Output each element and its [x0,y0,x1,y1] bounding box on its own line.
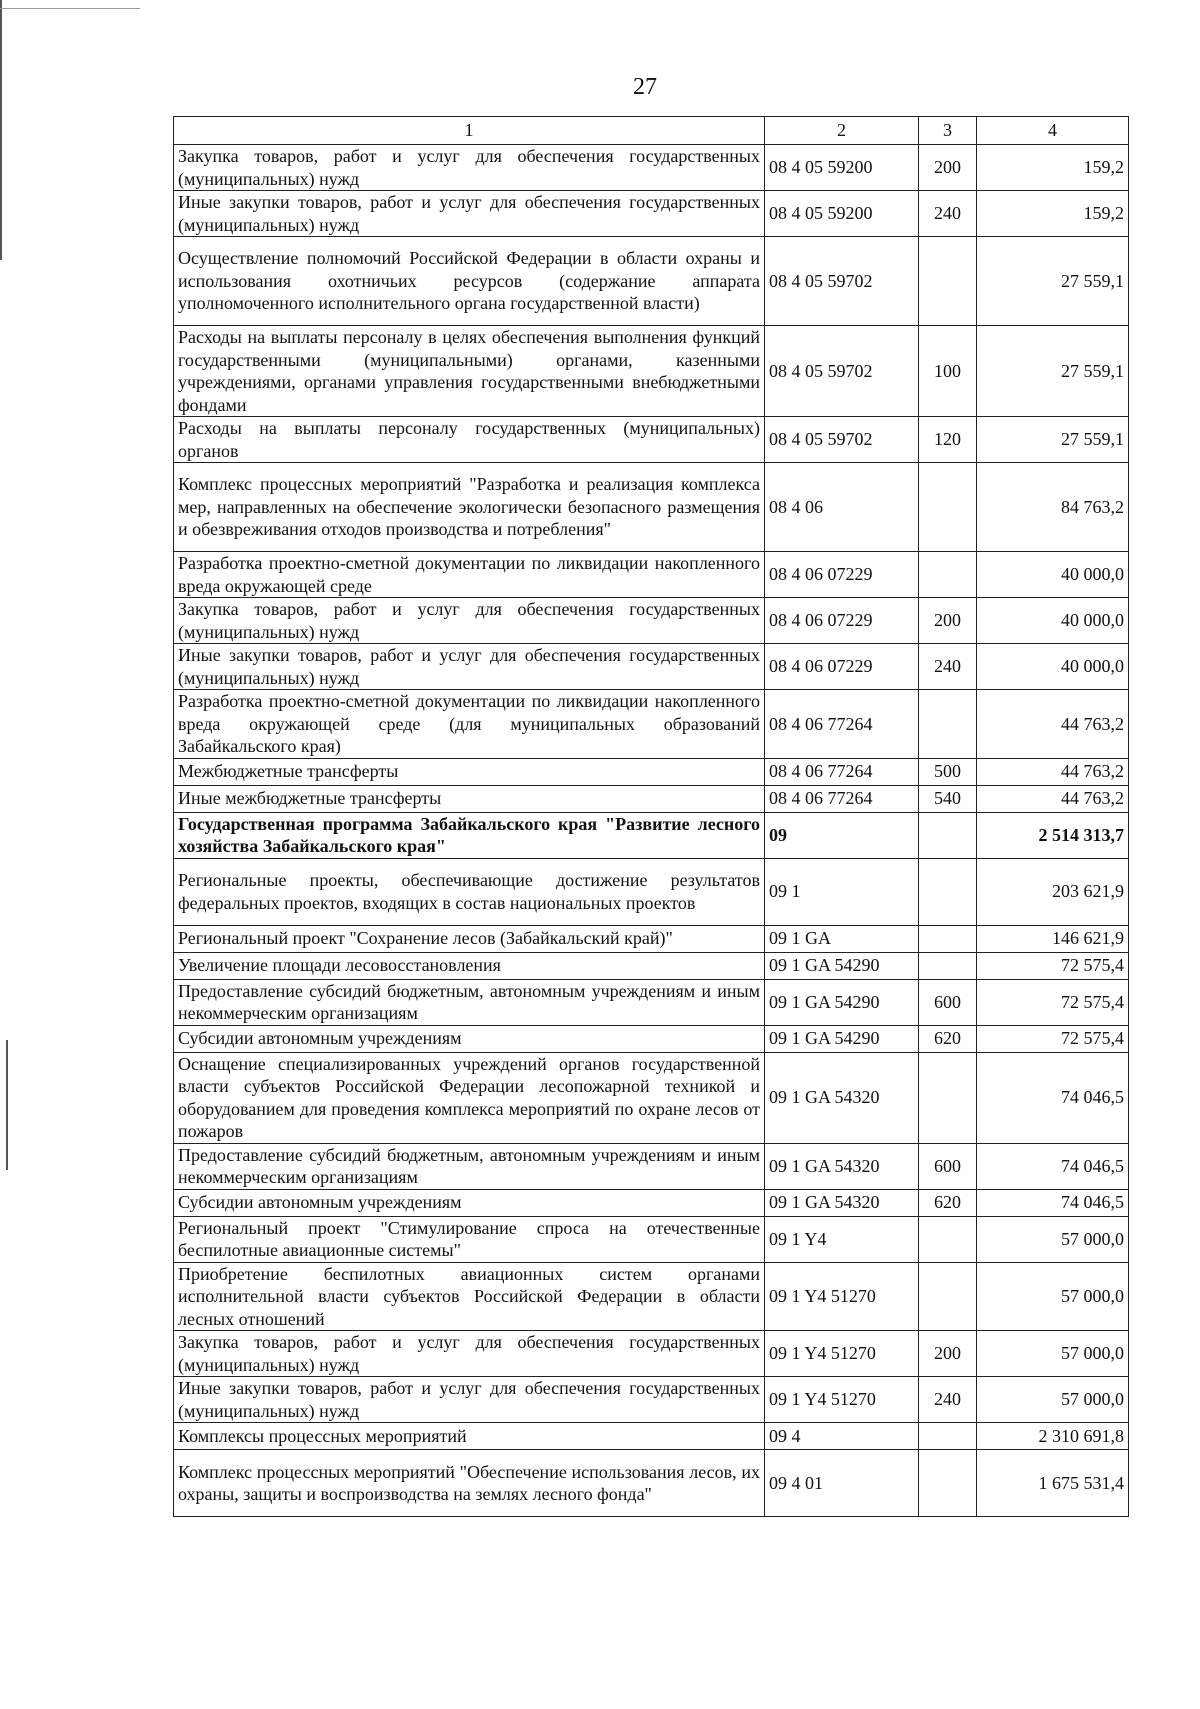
row-type-cell: 200 [919,1331,977,1377]
column-header: 4 [977,117,1129,145]
table-row [174,690,1129,759]
row-name-cell: Предоставление субсидий бюджетным, автономным учреждениям и иным некоммерческим организациям [174,1143,765,1189]
row-code-cell: 09 1 GA 54320 [765,1189,919,1216]
scan-edge-mark [0,0,2,260]
table-row [174,145,1129,191]
row-amount-cell: 74 046,5 [977,1052,1129,1143]
row-amount-cell: 72 575,4 [977,979,1129,1025]
row-name-cell: Субсидии автономным учреждениям [174,1025,765,1052]
row-amount-cell: 57 000,0 [977,1262,1129,1331]
row-type-cell [919,1423,977,1450]
row-code-cell: 09 1 GA 54290 [765,979,919,1025]
row-amount-cell: 57 000,0 [977,1216,1129,1262]
row-name-cell: Иные закупки товаров, работ и услуг для обеспечения государственных (муниципальных) нужд [174,191,765,237]
page-number: 27 [633,74,657,100]
row-type-cell [919,1450,977,1517]
row-type-cell: 100 [919,326,977,417]
row-code-cell: 09 [765,812,919,858]
row-type-cell [919,925,977,952]
row-amount-cell: 40 000,0 [977,644,1129,690]
row-name-cell: Государственная программа Забайкальского края "Развитие лесного хозяйства Забайкальского края" [174,812,765,858]
row-type-cell: 240 [919,1377,977,1423]
row-code-cell: 08 4 05 59702 [765,326,919,417]
row-type-cell: 120 [919,417,977,463]
row-code-cell: 08 4 06 07229 [765,644,919,690]
row-amount-cell: 2 514 313,7 [977,812,1129,858]
row-amount-cell: 57 000,0 [977,1331,1129,1377]
row-name-cell: Субсидии автономным учреждениям [174,1189,765,1216]
row-amount-cell: 27 559,1 [977,326,1129,417]
row-name-cell: Комплекс процессных мероприятий "Обеспечение использования лесов, их охраны, защиты и воспроизводства на землях лесного фонда" [174,1450,765,1517]
table-row [174,552,1129,598]
row-type-cell [919,237,977,326]
row-code-cell: 09 1 Y4 51270 [765,1377,919,1423]
table-row [174,644,1129,690]
row-amount-cell: 44 763,2 [977,690,1129,759]
row-type-cell [919,1052,977,1143]
row-code-cell: 08 4 05 59702 [765,237,919,326]
table-row [174,1423,1129,1450]
row-type-cell: 600 [919,1143,977,1189]
row-name-cell: Иные закупки товаров, работ и услуг для обеспечения государственных (муниципальных) нужд [174,644,765,690]
row-amount-cell: 27 559,1 [977,417,1129,463]
scan-edge-mark [0,8,140,9]
row-type-cell: 600 [919,979,977,1025]
table-row [174,858,1129,925]
table-row [174,1216,1129,1262]
column-header: 2 [765,117,919,145]
row-type-cell: 240 [919,191,977,237]
row-type-cell [919,812,977,858]
row-amount-cell: 74 046,5 [977,1189,1129,1216]
row-code-cell: 09 4 [765,1423,919,1450]
table-row [174,1143,1129,1189]
row-name-cell: Предоставление субсидий бюджетным, автономным учреждениям и иным некоммерческим организациям [174,979,765,1025]
row-name-cell: Увеличение площади лесовосстановления [174,952,765,979]
table-row [174,785,1129,812]
row-name-cell: Иные межбюджетные трансферты [174,785,765,812]
table-row [174,598,1129,644]
row-name-cell: Расходы на выплаты персоналу в целях обеспечения выполнения функций государственными (муниципальными) органами, казенными учреждениями, органами управления государственными внебюджетными фондами [174,326,765,417]
row-name-cell: Осуществление полномочий Российской Федерации в области охраны и использования охотничьих ресурсов (содержание аппарата уполномоченного исполнительного органа государственной власти) [174,237,765,326]
row-amount-cell: 84 763,2 [977,463,1129,552]
table-row [174,1262,1129,1331]
column-header: 3 [919,117,977,145]
row-type-cell: 540 [919,785,977,812]
row-code-cell: 08 4 06 77264 [765,690,919,759]
row-type-cell [919,690,977,759]
row-name-cell: Комплексы процессных мероприятий [174,1423,765,1450]
row-amount-cell: 44 763,2 [977,758,1129,785]
row-name-cell: Региональные проекты, обеспечивающие достижение результатов федеральных проектов, входящих в состав национальных проектов [174,858,765,925]
row-type-cell: 620 [919,1189,977,1216]
row-name-cell: Региональный проект "Сохранение лесов (Забайкальский край)" [174,925,765,952]
row-amount-cell: 203 621,9 [977,858,1129,925]
row-code-cell: 09 1 GA [765,925,919,952]
table-header-row [174,117,1129,145]
row-name-cell: Закупка товаров, работ и услуг для обеспечения государственных (муниципальных) нужд [174,145,765,191]
row-name-cell: Закупка товаров, работ и услуг для обеспечения государственных (муниципальных) нужд [174,1331,765,1377]
row-type-cell: 620 [919,1025,977,1052]
row-code-cell: 09 1 Y4 51270 [765,1262,919,1331]
row-type-cell [919,858,977,925]
row-type-cell [919,1216,977,1262]
row-amount-cell: 159,2 [977,145,1129,191]
table-row [174,1189,1129,1216]
budget-table [173,116,1129,1517]
table-row [174,758,1129,785]
row-amount-cell: 27 559,1 [977,237,1129,326]
row-name-cell: Разработка проектно-сметной документации по ликвидации накопленного вреда окружающей среде [174,552,765,598]
row-name-cell: Приобретение беспилотных авиационных систем органами исполнительной власти субъектов Российской Федерации в области лесных отношений [174,1262,765,1331]
table-row [174,1331,1129,1377]
row-amount-cell: 72 575,4 [977,1025,1129,1052]
table-row [174,463,1129,552]
row-amount-cell: 40 000,0 [977,552,1129,598]
row-name-cell: Региональный проект "Стимулирование спроса на отечественные беспилотные авиационные системы" [174,1216,765,1262]
table-row [174,417,1129,463]
row-type-cell [919,463,977,552]
row-type-cell [919,552,977,598]
table-row [174,237,1129,326]
row-code-cell: 09 1 GA 54320 [765,1143,919,1189]
row-name-cell: Комплекс процессных мероприятий "Разработка и реализация комплекса мер, направленных на обеспечение экологически безопасного размещения и обезвреживания отходов производства и потребления" [174,463,765,552]
row-amount-cell: 72 575,4 [977,952,1129,979]
row-code-cell: 09 4 01 [765,1450,919,1517]
table-body [174,145,1129,1517]
table-row [174,326,1129,417]
row-amount-cell: 159,2 [977,191,1129,237]
row-code-cell: 08 4 06 77264 [765,758,919,785]
table-row [174,1377,1129,1423]
row-code-cell: 08 4 06 07229 [765,552,919,598]
table-row [174,1052,1129,1143]
row-amount-cell: 57 000,0 [977,1377,1129,1423]
row-type-cell: 200 [919,145,977,191]
row-code-cell: 08 4 06 77264 [765,785,919,812]
table-row [174,812,1129,858]
table-row [174,979,1129,1025]
table-row [174,1025,1129,1052]
row-name-cell: Разработка проектно-сметной документации по ликвидации накопленного вреда окружающей среде (для муниципальных образований Забайкальского края) [174,690,765,759]
row-code-cell: 09 1 Y4 [765,1216,919,1262]
column-header: 1 [174,117,765,145]
row-type-cell: 500 [919,758,977,785]
row-type-cell [919,952,977,979]
row-code-cell: 08 4 05 59200 [765,145,919,191]
row-type-cell [919,1262,977,1331]
row-code-cell: 08 4 06 07229 [765,598,919,644]
row-type-cell: 240 [919,644,977,690]
row-code-cell: 09 1 GA 54290 [765,952,919,979]
row-code-cell: 09 1 Y4 51270 [765,1331,919,1377]
row-amount-cell: 146 621,9 [977,925,1129,952]
row-name-cell: Оснащение специализированных учреждений органов государственной власти субъектов Российской Федерации лесопожарной техникой и оборудованием для проведения комплекса мероприятий по охране лесов от пожаров [174,1052,765,1143]
row-name-cell: Закупка товаров, работ и услуг для обеспечения государственных (муниципальных) нужд [174,598,765,644]
table-row [174,191,1129,237]
row-amount-cell: 1 675 531,4 [977,1450,1129,1517]
row-amount-cell: 40 000,0 [977,598,1129,644]
row-type-cell: 200 [919,598,977,644]
table-row [174,925,1129,952]
table-row [174,952,1129,979]
row-name-cell: Расходы на выплаты персоналу государственных (муниципальных) органов [174,417,765,463]
row-amount-cell: 74 046,5 [977,1143,1129,1189]
row-code-cell: 08 4 05 59200 [765,191,919,237]
row-name-cell: Межбюджетные трансферты [174,758,765,785]
row-code-cell: 09 1 GA 54320 [765,1052,919,1143]
row-code-cell: 09 1 [765,858,919,925]
row-amount-cell: 44 763,2 [977,785,1129,812]
row-code-cell: 08 4 06 [765,463,919,552]
row-name-cell: Иные закупки товаров, работ и услуг для обеспечения государственных (муниципальных) нужд [174,1377,765,1423]
scan-edge-mark [6,1040,8,1170]
table-row [174,1450,1129,1517]
row-amount-cell: 2 310 691,8 [977,1423,1129,1450]
row-code-cell: 09 1 GA 54290 [765,1025,919,1052]
row-code-cell: 08 4 05 59702 [765,417,919,463]
